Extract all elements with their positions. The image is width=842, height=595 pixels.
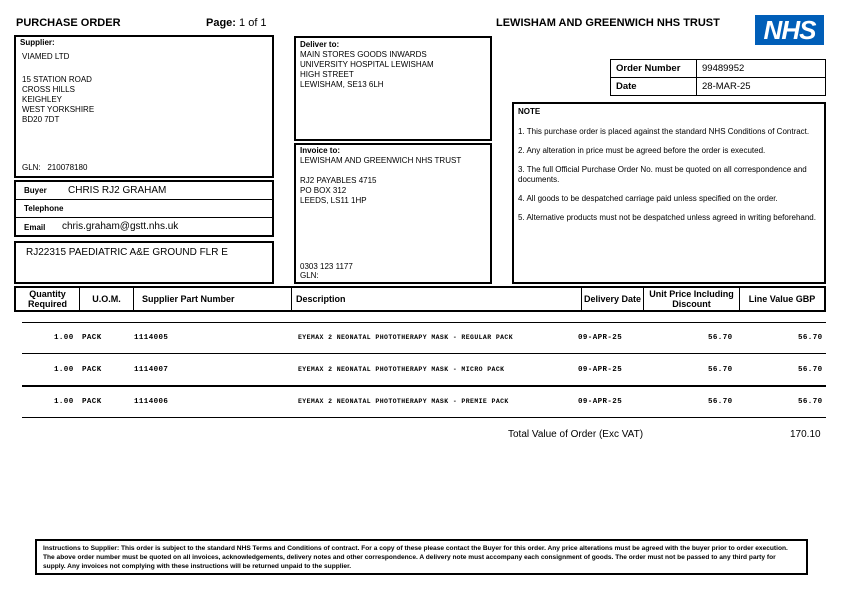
- row-desc: EYEMAX 2 NEONATAL PHOTOTHERAPY MASK - MICRO PACK: [298, 366, 505, 373]
- row-uom: PACK: [82, 366, 102, 374]
- header-part: Supplier Part Number: [134, 288, 292, 310]
- page-value: 1 of 1: [239, 17, 267, 29]
- supplier-gln: [22, 163, 87, 173]
- row-qty: 1.00: [54, 334, 74, 342]
- row-qty: 1.00: [54, 398, 74, 406]
- header-unit-price: Unit Price Including Discount: [644, 288, 740, 310]
- supplier-name: VIAMED LTD: [22, 52, 70, 61]
- telephone-label: Telephone: [24, 204, 64, 213]
- deliver-to-address: [300, 50, 434, 90]
- note-item: 1. This purchase order is placed against the standard NHS Conditions of Contract.: [518, 127, 810, 136]
- buyer-label: Buyer: [24, 186, 47, 195]
- supplier-instructions: Instructions to Supplier: This order is subject to the standard NHS Terms and Conditions of contract. For a copy of these please contact the Buyer for this order. Any price alterations must be agreed with the buyer prior to order execution. The above order number must be quoted on all invoices, acknowledgements, delivery notes and other correspondence. A delivery note must accompany each consignment of goods. The order must not be passed to any third party for supply. Any invoices not complying with these instructions will be returned unpaid to the supplier.: [43, 545, 788, 570]
- address-line: WEST YORKSHIRE: [22, 105, 95, 114]
- buyer-name: CHRIS RJ2 GRAHAM: [68, 185, 167, 196]
- nhs-logo: NHS: [755, 15, 824, 45]
- header-qty: Quantity Required: [16, 288, 80, 310]
- invoice-to-address: [300, 176, 377, 206]
- page-indicator: [206, 17, 267, 29]
- row-part: 1114007: [134, 366, 169, 374]
- header-uom: U.O.M.: [80, 288, 134, 310]
- note-item: 4. All goods to be despatched carriage paid unless specified on the order.: [518, 194, 778, 203]
- row-unit-price: 56.70: [708, 366, 733, 374]
- gln-value: 210078180: [47, 163, 88, 172]
- cost-centre-box: [14, 241, 274, 284]
- row-uom: PACK: [82, 398, 102, 406]
- email-value: chris.graham@gstt.nhs.uk: [62, 221, 179, 232]
- address-line: HIGH STREET: [300, 70, 354, 79]
- order-number-value: 99489952: [697, 60, 826, 78]
- notes-box: [512, 102, 826, 284]
- address-line: PO BOX 312: [300, 186, 347, 195]
- invoice-to-box: [294, 143, 492, 284]
- total-value: 170.10: [790, 429, 821, 440]
- notes-title: NOTE: [518, 107, 541, 116]
- supplier-box: [14, 35, 274, 178]
- row-divider: [22, 385, 826, 387]
- address-line: CROSS HILLS: [22, 85, 75, 94]
- table-row: [22, 334, 826, 346]
- invoice-phone: 0303 123 1177: [300, 262, 353, 271]
- table-row: [22, 366, 826, 378]
- address-line: MAIN STORES GOODS INWARDS: [300, 50, 427, 59]
- row-uom: PACK: [82, 334, 102, 342]
- order-number-row: [611, 60, 826, 78]
- invoice-to-name: LEWISHAM AND GREENWICH NHS TRUST: [300, 156, 462, 165]
- note-item: 3. The full Official Purchase Order No. must be quoted on all correspondence and documents.: [518, 165, 807, 184]
- trust-name: LEWISHAM AND GREENWICH NHS TRUST: [496, 17, 720, 29]
- header-delivery: Delivery Date: [582, 288, 644, 310]
- total-label: Total Value of Order (Exc VAT): [508, 429, 644, 440]
- telephone-row: [16, 200, 272, 218]
- buyer-box: [14, 180, 274, 237]
- row-desc: EYEMAX 2 NEONATAL PHOTOTHERAPY MASK - PREMIE PACK: [298, 398, 509, 405]
- supplier-instructions-box: [35, 539, 808, 575]
- buyer-row: [16, 182, 272, 200]
- row-divider: [22, 353, 826, 354]
- email-label: Email: [24, 223, 46, 232]
- email-row: [16, 218, 272, 235]
- deliver-to-label: Deliver to:: [300, 40, 340, 49]
- date-value: 28-MAR-25: [697, 78, 826, 96]
- row-line-value: 56.70: [798, 398, 823, 406]
- row-delivery: 09-APR-25: [578, 398, 623, 406]
- address-line: BD20 7DT: [22, 115, 60, 124]
- row-divider: [22, 322, 826, 323]
- row-unit-price: 56.70: [708, 334, 733, 342]
- address-line: LEEDS, LS11 1HP: [300, 196, 367, 205]
- order-lines-header: [14, 286, 826, 312]
- row-unit-price: 56.70: [708, 398, 733, 406]
- address-line: RJ2 PAYABLES 4715: [300, 176, 377, 185]
- supplier-address: [22, 75, 94, 125]
- gln-label: GLN:: [22, 163, 41, 172]
- row-part: 1114005: [134, 334, 169, 342]
- note-item: 2. Any alteration in price must be agreed before the order is executed.: [518, 146, 766, 155]
- address-line: KEIGHLEY: [22, 95, 63, 104]
- address-line: UNIVERSITY HOSPITAL LEWISHAM: [300, 60, 434, 69]
- row-qty: 1.00: [54, 366, 74, 374]
- order-number-label: Order Number: [611, 60, 697, 78]
- page-label: Page:: [206, 17, 236, 29]
- header-line-value: Line Value GBP: [748, 294, 816, 304]
- row-part: 1114006: [134, 398, 169, 406]
- supplier-label: Supplier:: [20, 38, 55, 47]
- order-info-table: [610, 59, 826, 96]
- row-desc: EYEMAX 2 NEONATAL PHOTOTHERAPY MASK - REGULAR PACK: [298, 334, 514, 341]
- row-delivery: 09-APR-25: [578, 366, 623, 374]
- note-item: 5. Alternative products must not be despatched unless agreed in writing beforehand.: [518, 213, 816, 222]
- row-line-value: 56.70: [798, 334, 823, 342]
- date-label: Date: [611, 78, 697, 96]
- row-delivery: 09-APR-25: [578, 334, 623, 342]
- address-line: LEWISHAM, SE13 6LH: [300, 80, 384, 89]
- deliver-to-box: [294, 36, 492, 141]
- invoice-to-label: Invoice to:: [300, 146, 341, 155]
- row-line-value: 56.70: [798, 366, 823, 374]
- document-title: PURCHASE ORDER: [16, 17, 121, 29]
- invoice-gln-label: GLN:: [300, 271, 319, 280]
- table-row: [22, 398, 826, 410]
- row-divider: [22, 417, 826, 418]
- date-row: [611, 78, 826, 96]
- cost-centre: RJ22315 PAEDIATRIC A&E GROUND FLR E: [26, 247, 228, 258]
- header-desc: Description: [292, 288, 582, 310]
- address-line: 15 STATION ROAD: [22, 75, 92, 84]
